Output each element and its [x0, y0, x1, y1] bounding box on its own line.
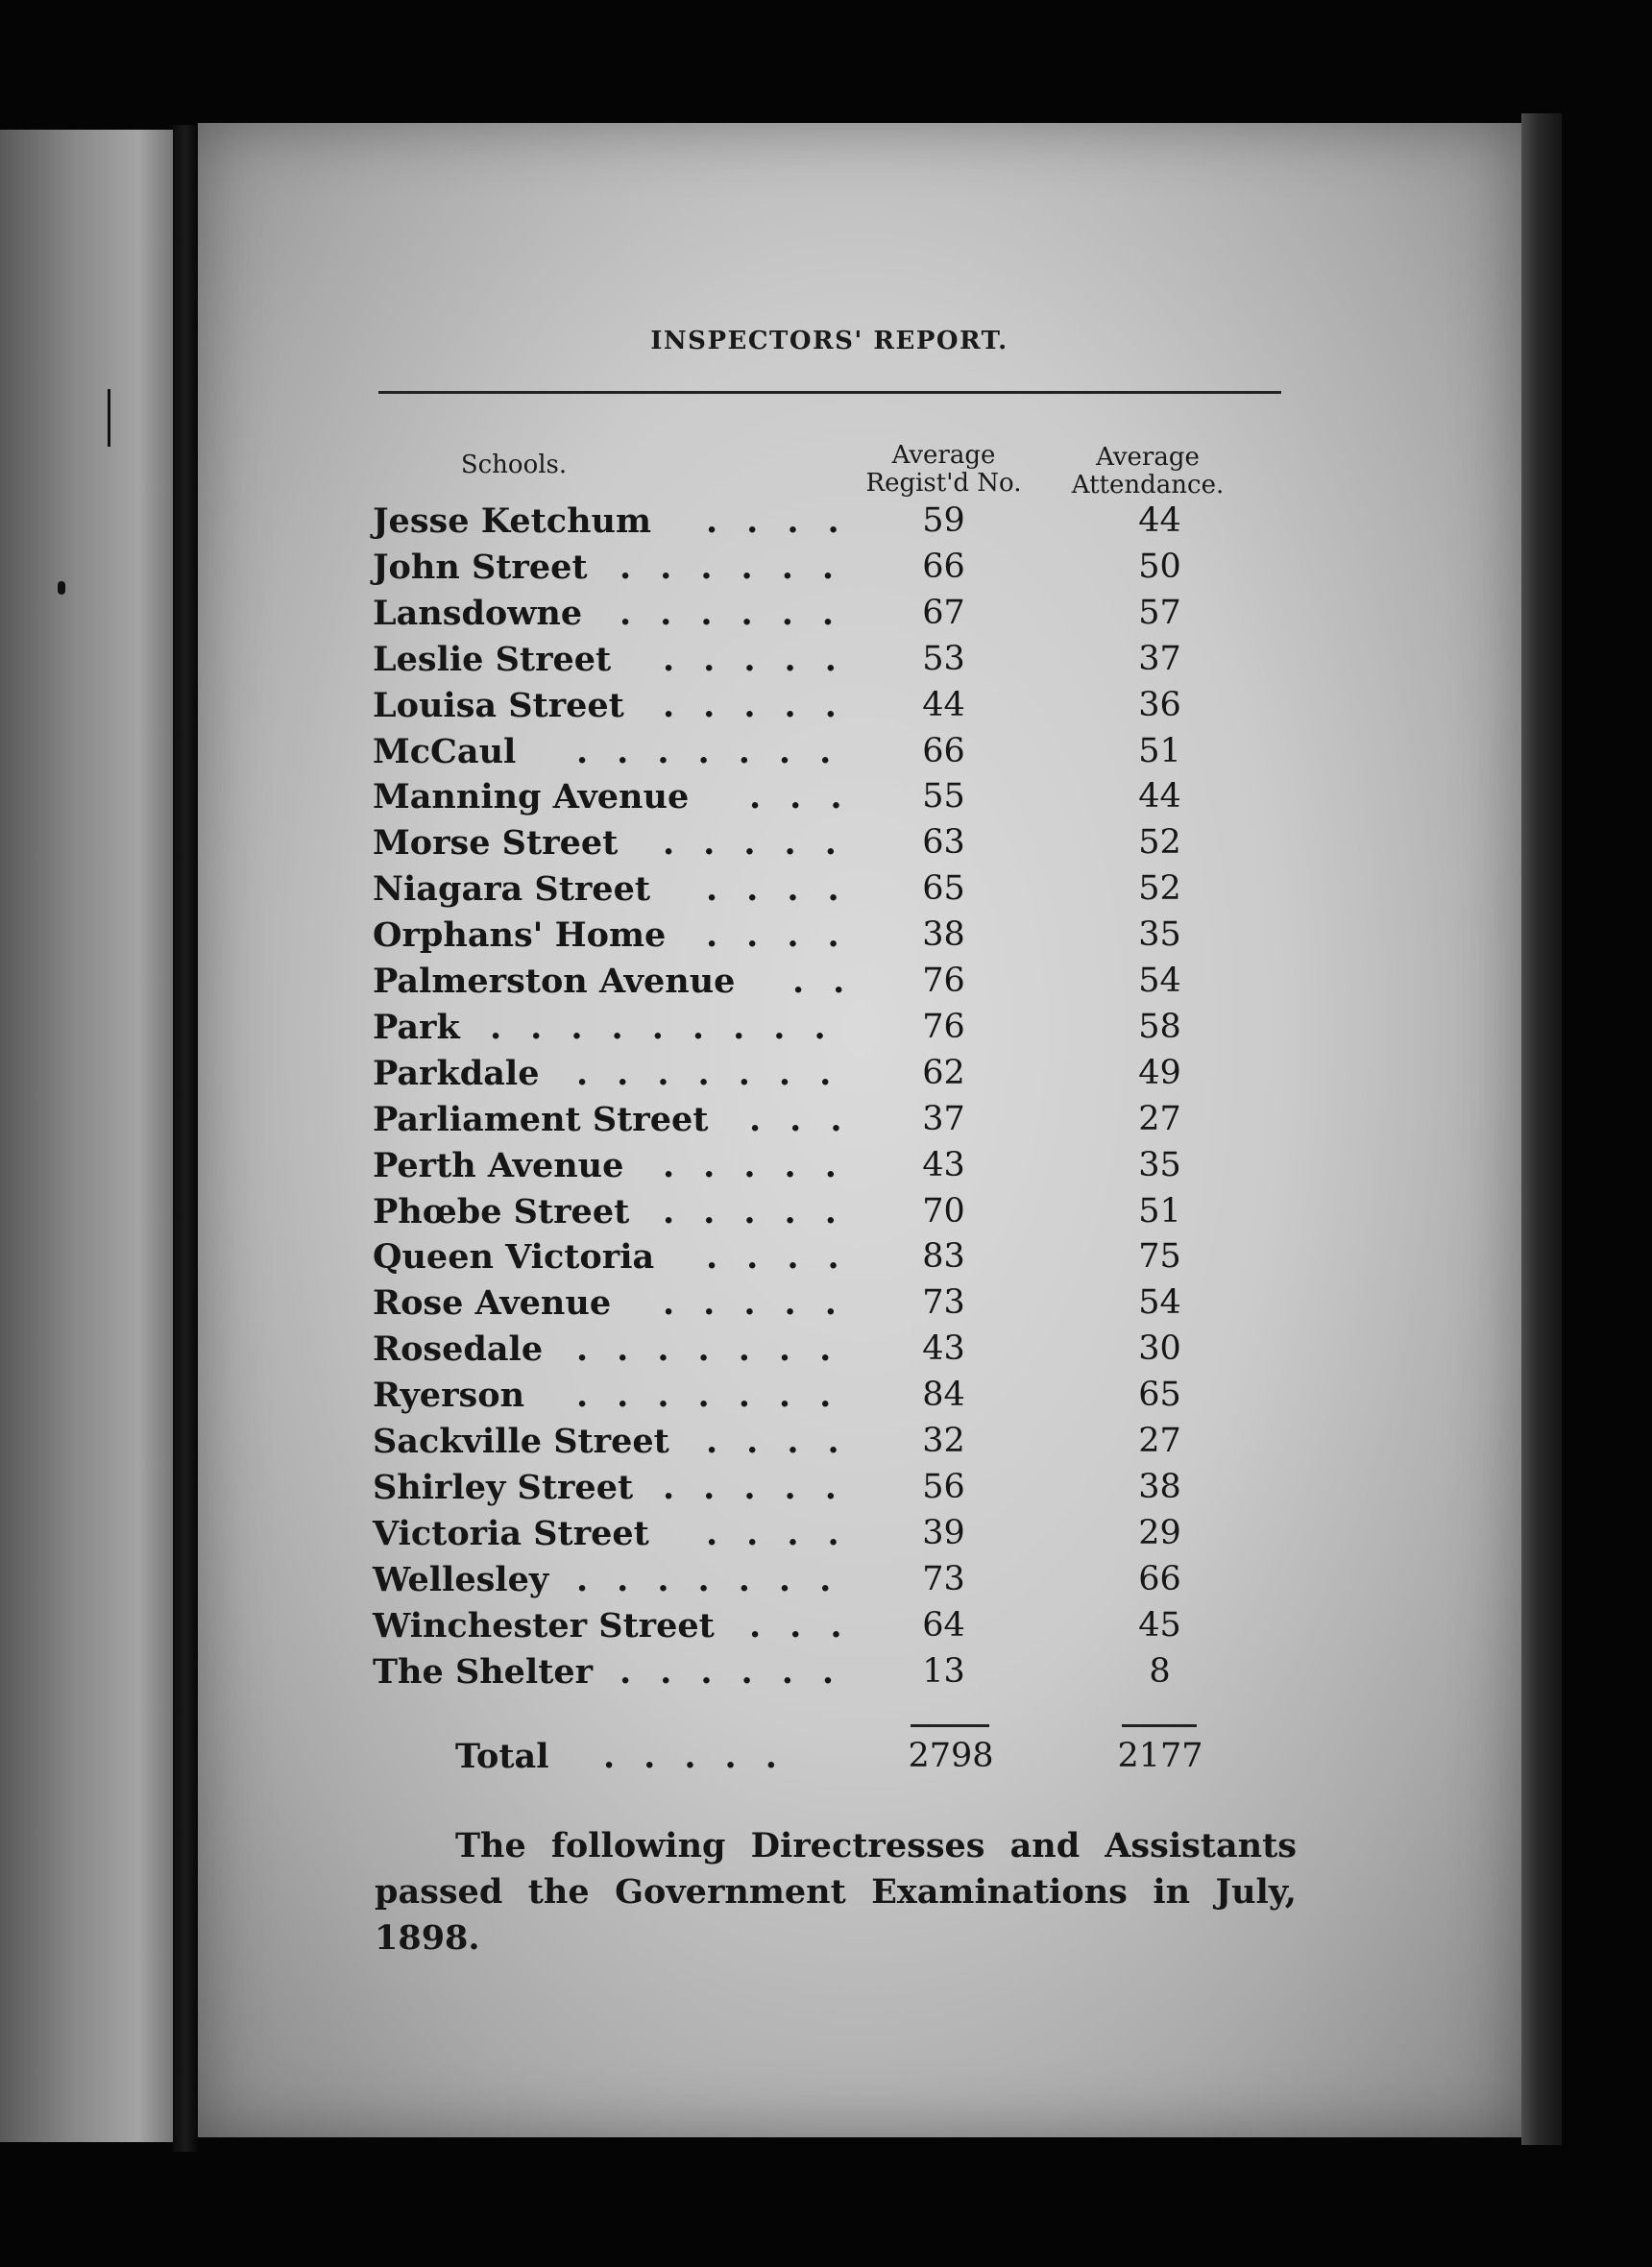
- total-leader-dots: .....: [603, 1737, 806, 1776]
- school-name: Rose Avenue: [373, 1283, 612, 1324]
- attendance-value: 29: [1138, 1513, 1181, 1552]
- registered-value: 62: [922, 1053, 965, 1092]
- leader-dots: .....: [663, 1191, 865, 1231]
- attendance-value: 38: [1138, 1467, 1181, 1506]
- school-name: Queen Victoria: [373, 1237, 655, 1278]
- total-attendance: 2177: [1117, 1737, 1203, 1775]
- school-name: Wellesley: [373, 1559, 549, 1599]
- attendance-value: 44: [1138, 501, 1181, 540]
- table-row: [0, 594, 1652, 640]
- registered-value: 83: [922, 1237, 965, 1277]
- attendance-value: 57: [1138, 593, 1181, 632]
- total-rule-registered: [911, 1724, 989, 1727]
- table-row: [0, 501, 1652, 548]
- registered-value: 43: [922, 1145, 965, 1184]
- table-row: [0, 548, 1652, 594]
- table-row: [0, 1008, 1652, 1054]
- leader-dots: .......: [576, 731, 861, 771]
- column-header-attendance-line1: Average: [1096, 443, 1200, 472]
- facing-page-mark: [108, 389, 110, 447]
- school-name: Victoria Street: [373, 1513, 649, 1553]
- leader-dots: .....: [663, 823, 865, 864]
- attendance-value: 58: [1138, 1007, 1181, 1046]
- registered-value: 70: [922, 1191, 965, 1231]
- examinations-note: The following Directresses and Assistants passed the Government Examinations in July, 1898.: [375, 1826, 1297, 1958]
- registered-value: 39: [922, 1513, 965, 1552]
- table-row: [0, 1560, 1652, 1606]
- school-name: Orphans' Home: [373, 915, 667, 956]
- registered-value: 76: [922, 962, 965, 1000]
- school-name: Parkdale: [373, 1053, 540, 1093]
- registered-value: 55: [922, 777, 965, 817]
- table-row: [0, 1376, 1652, 1422]
- column-header-attendance-line2: Attendance.: [1071, 471, 1225, 500]
- registered-value: 64: [922, 1605, 965, 1645]
- total-registered: 2798: [908, 1737, 994, 1775]
- total-label: Total: [455, 1737, 549, 1776]
- table-row: [0, 640, 1652, 686]
- leader-dots: .......: [576, 1376, 861, 1416]
- attendance-value: 27: [1138, 1099, 1181, 1138]
- leader-dots: ....: [706, 1422, 868, 1461]
- table-row: [0, 869, 1652, 915]
- attendance-value: 36: [1138, 685, 1181, 724]
- attendance-value: 44: [1138, 777, 1181, 817]
- column-header-registered: [845, 442, 1042, 498]
- table-row: [0, 1054, 1652, 1100]
- school-name: Parliament Street: [373, 1099, 709, 1139]
- attendance-value: 52: [1138, 823, 1181, 863]
- column-header-registered-line2: Regist'd No.: [865, 469, 1022, 498]
- school-name: Sackville Street: [373, 1422, 669, 1461]
- registered-value: 67: [922, 593, 965, 632]
- school-name: Shirley Street: [373, 1467, 634, 1507]
- table-row: [0, 1606, 1652, 1652]
- registered-value: 66: [922, 547, 965, 586]
- registered-value: 73: [922, 1559, 965, 1598]
- table-row: [0, 823, 1652, 869]
- registered-value: 59: [922, 501, 965, 540]
- registered-value: 37: [922, 1099, 965, 1138]
- attendance-value: 49: [1138, 1053, 1181, 1092]
- leader-dots: ..: [792, 962, 874, 1001]
- registered-value: 66: [922, 731, 965, 770]
- leader-dots: ......: [620, 547, 863, 587]
- school-name: The Shelter: [373, 1651, 594, 1692]
- attendance-value: 35: [1138, 915, 1181, 955]
- leader-dots: .....: [663, 1467, 865, 1507]
- attendance-value: 54: [1138, 962, 1181, 1000]
- registered-value: 43: [922, 1329, 965, 1369]
- page-header: INSPECTORS' REPORT.: [650, 327, 1008, 355]
- attendance-value: 66: [1138, 1559, 1181, 1598]
- school-name: Winchester Street: [373, 1605, 715, 1645]
- school-name: Niagara Street: [373, 869, 651, 910]
- registered-value: 13: [922, 1651, 965, 1691]
- leader-dots: .....: [663, 639, 865, 679]
- school-name: Leslie Street: [373, 639, 612, 679]
- table-row: [0, 1468, 1652, 1514]
- school-name: McCaul: [373, 731, 517, 771]
- registered-value: 84: [922, 1376, 965, 1415]
- table-row: [0, 962, 1652, 1008]
- school-name: John Street: [373, 547, 588, 587]
- column-header-attendance: [1057, 444, 1239, 500]
- leader-dots: .....: [663, 1145, 865, 1185]
- attendance-value: 35: [1138, 1145, 1181, 1184]
- attendance-value: 51: [1138, 1191, 1181, 1231]
- table-row: [0, 915, 1652, 962]
- school-name: Rosedale: [373, 1329, 544, 1370]
- school-name: Perth Avenue: [373, 1145, 624, 1185]
- registered-value: 44: [922, 685, 965, 724]
- school-name: Morse Street: [373, 823, 619, 864]
- leader-dots: ...: [749, 1099, 871, 1139]
- registered-value: 73: [922, 1283, 965, 1323]
- leader-dots: ...: [749, 1605, 871, 1645]
- column-header-registered-line1: Average: [891, 441, 996, 470]
- table-row: [0, 1237, 1652, 1283]
- table-row: [0, 1422, 1652, 1468]
- table-row: [0, 1514, 1652, 1560]
- leader-dots: .........: [490, 1007, 855, 1047]
- attendance-value: 8: [1149, 1651, 1171, 1691]
- school-name: Park: [373, 1007, 460, 1047]
- leader-dots: .......: [576, 1329, 861, 1370]
- registered-value: 56: [922, 1467, 965, 1506]
- attendance-value: 51: [1138, 731, 1181, 770]
- attendance-value: 52: [1138, 869, 1181, 909]
- table-row: [0, 686, 1652, 732]
- school-name: Phœbe Street: [373, 1191, 630, 1231]
- registered-value: 63: [922, 823, 965, 863]
- leader-dots: .......: [576, 1053, 861, 1093]
- table-row: [0, 732, 1652, 778]
- leader-dots: .....: [663, 685, 865, 725]
- attendance-value: 37: [1138, 639, 1181, 678]
- leader-dots: ...: [749, 777, 871, 817]
- leader-dots: ......: [620, 1651, 863, 1692]
- attendance-value: 30: [1138, 1329, 1181, 1369]
- leader-dots: .......: [576, 1559, 861, 1599]
- leader-dots: ....: [706, 1237, 868, 1278]
- table-row: [0, 1146, 1652, 1192]
- attendance-value: 45: [1138, 1605, 1181, 1645]
- column-header-schools: Schools.: [460, 451, 568, 479]
- registered-value: 32: [922, 1422, 965, 1460]
- school-name: Palmerston Avenue: [373, 962, 736, 1001]
- attendance-value: 27: [1138, 1422, 1181, 1460]
- leader-dots: ....: [706, 915, 868, 956]
- school-name: Louisa Street: [373, 685, 624, 725]
- registered-value: 38: [922, 915, 965, 955]
- table-row: [0, 1192, 1652, 1238]
- school-name: Lansdowne: [373, 593, 583, 633]
- school-name: Manning Avenue: [373, 777, 690, 817]
- attendance-value: 50: [1138, 547, 1181, 586]
- registered-value: 76: [922, 1007, 965, 1046]
- header-rule: [378, 391, 1281, 394]
- registered-value: 53: [922, 639, 965, 678]
- table-row: [0, 777, 1652, 823]
- school-name: Jesse Ketchum: [373, 501, 652, 541]
- attendance-value: 54: [1138, 1283, 1181, 1323]
- leader-dots: ....: [706, 869, 868, 910]
- table-row: [0, 1283, 1652, 1329]
- leader-dots: ....: [706, 501, 868, 541]
- table-row: [0, 1100, 1652, 1146]
- attendance-value: 65: [1138, 1376, 1181, 1415]
- attendance-value: 75: [1138, 1237, 1181, 1277]
- total-rule-attendance: [1122, 1724, 1197, 1727]
- school-name: Ryerson: [373, 1376, 525, 1416]
- table-row: [0, 1329, 1652, 1376]
- leader-dots: ......: [620, 593, 863, 633]
- leader-dots: .....: [663, 1283, 865, 1324]
- registered-value: 65: [922, 869, 965, 909]
- leader-dots: ....: [706, 1513, 868, 1553]
- table-row: [0, 1652, 1652, 1698]
